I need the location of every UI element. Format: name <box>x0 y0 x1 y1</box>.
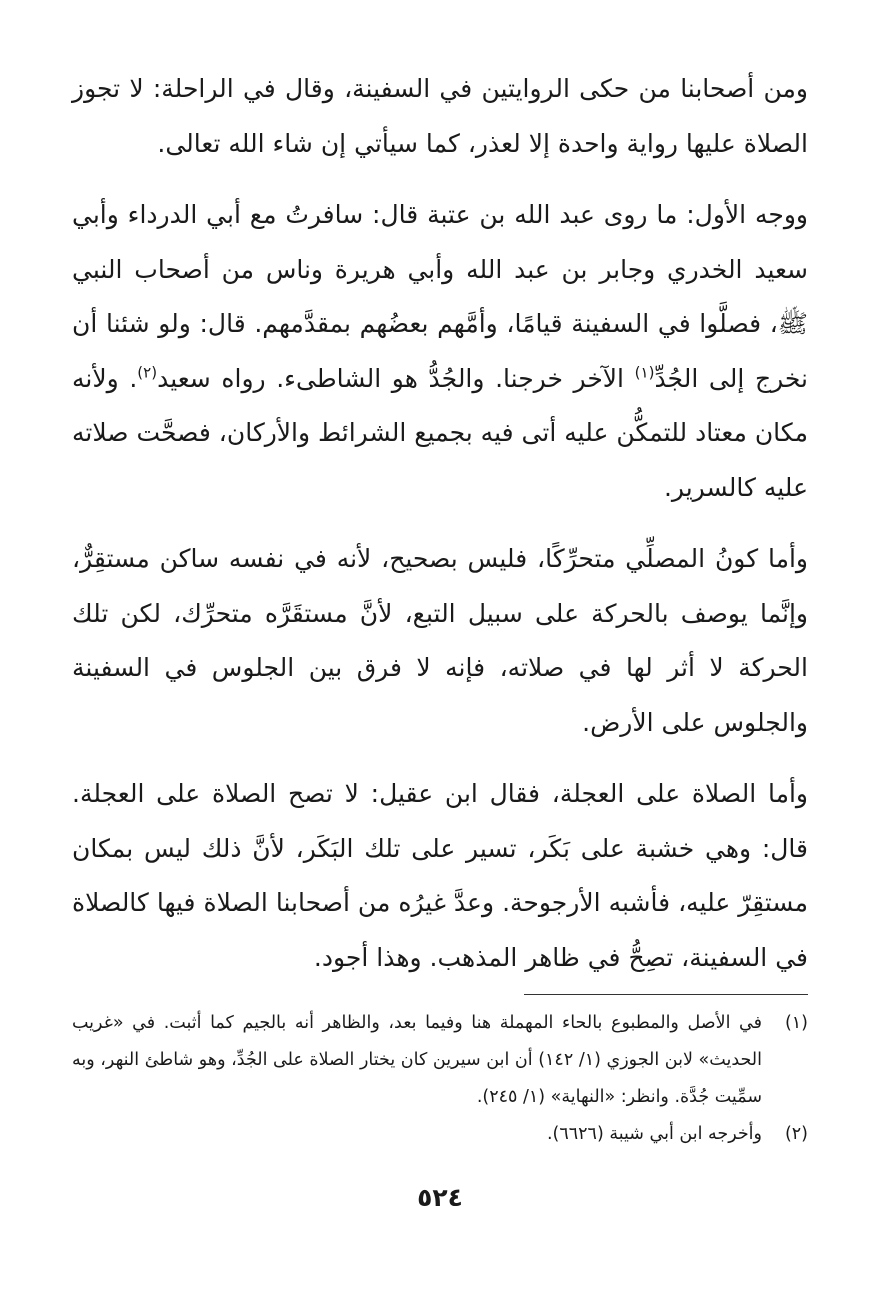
footnotes-section <box>72 1005 808 1153</box>
paragraph-text: . ولأنه مكان معتاد للتمكُّن عليه أتى فيه بجميع الشرائط والأركان، فصحَّت صلاته عليه كالسرير. <box>72 363 808 502</box>
footnote <box>72 1116 808 1153</box>
footnote-number: (١) <box>784 1013 808 1033</box>
footnote-reference[interactable]: (١) <box>634 363 655 382</box>
footnote-separator <box>524 994 808 995</box>
paragraph-text: الآخر خرجنا. والجُدُّ هو الشاطىء. رواه سعيد <box>157 363 635 393</box>
footnote-text: في الأصل والمطبوع بالحاء المهملة هنا وفيما بعد، والظاهر أنه بالجيم كما أثبت. في «غريب الحديث» لابن الجوزي (١/ ١٤٢) أن ابن سيرين كان يختار الصلاة على الجُدِّ، وهو شاطئ النهر، وبه سمِّيت جُدَّة. وانظر: «النهاية» (١/ ٢٤٥). <box>72 1013 762 1107</box>
paragraph: وأما الصلاة على العجلة، فقال ابن عقيل: لا تصح الصلاة على العجلة. قال: وهي خشبة على بَكَر، تسير على تلك البَكَر، لأنَّ ذلك ليس بمكان مستقِرّ عليه، فأشبه الأرجوحة. وعدَّ غيرُه من أصحابنا الصلاة فيها كالصلاة في السفينة، تصِحُّ في ظاهر المذهب. وهذا أجود. <box>72 779 808 972</box>
footnote <box>72 1005 808 1116</box>
footnote-reference[interactable]: (٢) <box>137 363 158 382</box>
paragraph: وأما كونُ المصلِّي متحرِّكًا، فليس بصحيح، لأنه في نفسه ساكن مستقِرٌّ، وإنَّما يوصف بالحركة على سبيل التبع، لأنَّ مستقَرَّه متحرِّك، لكن تلك الحركة لا أثر لها في صلاته، فإنه لا فرق بين الجلوس في السفينة والجلوس على الأرض. <box>72 544 808 737</box>
paragraph <box>72 188 808 515</box>
paragraph-text: ووجه الأول: ما روى عبد الله بن عتبة قال: سافرتُ مع أبي الدرداء وأبي سعيد الخدري وجابر بن عبد الله وأبي هريرة وناس من أصحاب النبي ﷺ، فصلَّوا في السفينة قيامًا، وأمَّهم بعضُهم بمقدَّمهم. قال: ولو شئنا أن نخرج إلى الجُدِّ <box>72 200 808 393</box>
page-number: ٥٢٤ <box>417 1183 463 1212</box>
footnote-text: وأخرجه ابن أبي شيبة (٦٦٢٦). <box>546 1124 762 1144</box>
footnote-number: (٢) <box>784 1124 808 1144</box>
book-page <box>72 62 808 1290</box>
paragraph: ومن أصحابنا من حكى الروايتين في السفينة، وقال في الراحلة: لا تجوز الصلاة عليها رواية واحدة إلا لعذر، كما سيأتي إن شاء الله تعالى. <box>72 74 808 158</box>
main-text <box>72 62 808 985</box>
